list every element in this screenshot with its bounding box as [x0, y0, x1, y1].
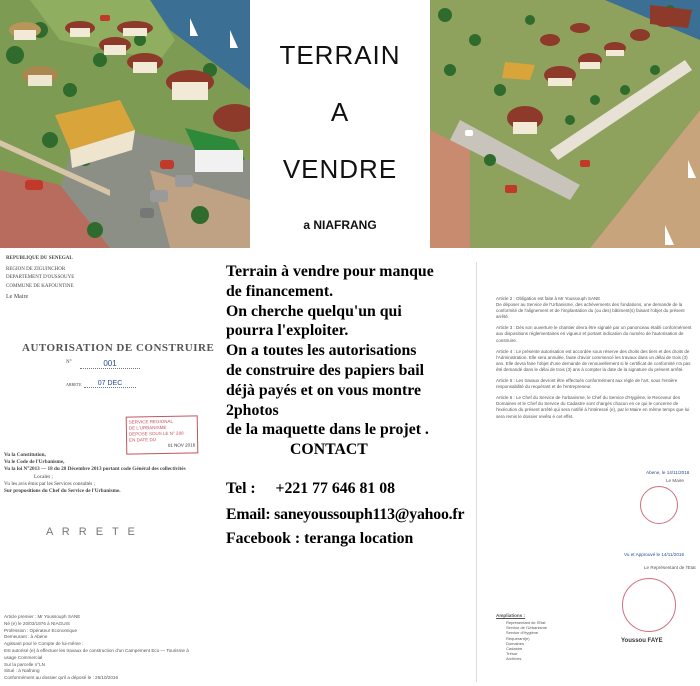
mayor-seal: [640, 486, 678, 524]
considerant-line: Vu la loi N°2013 — 18 du 28 Décembre 2013 portant code Général des collectivités: [4, 466, 186, 473]
ampliation-item: Service de l'Urbanisme: [506, 625, 548, 631]
article-line: Né (e) le 20/03/1976 à NIAGUIS: [4, 620, 70, 626]
article-line: usage Commercial: [4, 654, 43, 660]
signatory-role: Le Maire: [666, 478, 684, 483]
ad-email: Email: saneyoussouph113@yahoo.fr: [226, 505, 465, 523]
doc-header-line: REPUBLIQUE DU SENEGAL: [6, 256, 73, 261]
article-paragraph: De déposer au Service de l'Urbanisme, des achèvements des fondations, une demande de la conformité de l'alignement et de l'implantation du (ou des) bâtiment(s) faisant l'objet du présent arrêté.: [496, 302, 685, 320]
ampliation-item: Cadastre: [506, 646, 523, 652]
ampliation-item: Trésor: [506, 651, 518, 657]
approval-line: Vu et Approuvé le 14/11/2016: [624, 552, 685, 557]
ampliations-title: Ampliations :: [496, 613, 526, 618]
stamp-line: EN DATE DU: [129, 437, 157, 443]
ad-line: pourra l'exploiter.: [226, 322, 349, 340]
article-line: Article premier : Mr Youssouph SANE: [4, 614, 81, 619]
stamp-line: DEPOSE SOUS LE N° 288: [128, 430, 184, 437]
title-line-a: A: [330, 97, 350, 127]
considerant-line: Vu les avis émis par les Services consultés ;: [4, 480, 96, 487]
stamp-line: DE L'URBANISME: [128, 424, 167, 431]
ampliation-item: Service d'Hygiène: [506, 630, 539, 636]
ad-phone: Tel : +221 77 646 81 08: [226, 479, 396, 497]
ad-contact-heading: CONTACT: [290, 441, 368, 459]
ampliation-item: Représentant de l'Etat: [506, 620, 546, 625]
ad-line: 2photos: [226, 401, 279, 419]
sale-announcement: [226, 262, 476, 548]
article-paragraph: Article 2 : Obligation est faite à Mr Youssouph SANE: [496, 296, 601, 301]
doc-header-line: DEPARTEMENT D'OUSSOUYE: [6, 275, 75, 280]
prefecture-seal: [622, 578, 676, 632]
signatory-name: Youssou FAYE: [621, 638, 663, 644]
ad-line: déjà payés et on vous montre: [226, 381, 421, 399]
doc-header-line: REGION DE ZIGUINCHOR: [6, 266, 66, 272]
place-date: Abene, le 14/11/2016: [646, 470, 690, 475]
ampliations-list: [506, 620, 547, 662]
article-line: Demeurant : à Abene: [4, 634, 48, 640]
considerant-line: Locales ;: [34, 473, 53, 480]
doc-ref-label: N°: [66, 360, 72, 365]
article-line: Profession : Opérateur Economique: [4, 627, 78, 633]
doc-title: AUTORISATION DE CONSTRUIRE: [22, 342, 215, 354]
title-location: a NIAFRANG: [303, 218, 377, 232]
article-line: Situé : à Niafrang: [4, 668, 40, 674]
page-edge: [476, 262, 477, 682]
resort-render-right: [430, 0, 700, 248]
article-paragraph: Article 5 : Les travaux devront être effectués conformément aux règle de l'art, sous l'entière responsabilité du requérant et de l'entrepreneur.: [496, 378, 678, 390]
authorization-document-page2: [476, 262, 700, 686]
articles-page2: [496, 296, 692, 420]
doc-date-value: 07 DEC: [84, 380, 136, 388]
article-line: Est autorisé (e) à effectuer les travaux de construction d'un Campement Eco — Tourisme à: [4, 647, 189, 653]
considerant-line: Sur propositions du Chef du Service de l'Urbanisme.: [4, 488, 121, 495]
ampliation-item: Domaines: [506, 640, 525, 646]
stamp-line: SERVICE REGIONAL: [128, 418, 173, 425]
stamp-line: 01 NOV 2016: [167, 442, 196, 448]
authorization-document-page1: [0, 248, 222, 686]
article-line: Sur la parcelle n°LN: [4, 661, 45, 667]
article-line: Agissant pour le Compte de lui-même :: [4, 641, 84, 647]
doc-header-line: Le Maire: [6, 294, 29, 300]
registration-stamp: [126, 415, 199, 454]
doc-header-line: COMMUNE DE KAFOUNTINE: [6, 283, 74, 289]
article-paragraph: Article 6 : Le Chef du Service de l'urbanisme, le Chef du Service d'Hygiène, le Receveur des Domaines et le Chef du Service du Cadastre sont chargés chacun en ce qui le concerne de l'exécution du présent arrêté qui sera notifié à l'intéressé (e), par le Maire en même temps que lui sera remis le dossier revêtu é cet effet.: [496, 395, 690, 419]
ad-line: On cherche quelqu'un qui: [226, 302, 402, 320]
article-line: Conformément au dossier qu'il a déposé le : 25/10/2016: [4, 675, 119, 681]
considerants: [4, 452, 186, 495]
title-block: [250, 0, 430, 248]
resort-render-left: [0, 0, 250, 248]
ad-line: Terrain à vendre pour manque: [226, 263, 434, 280]
considerant-line: Vu la Constitution,: [4, 452, 46, 458]
article-paragraph: Article 3 : Dès son ouverture le chantier devra être signalé par un panonceau établi conformément aux dispositions réglementaires en vigueur et portant indication du numéro de l'autorisation de construire.: [496, 325, 692, 343]
doc-header: [6, 256, 74, 301]
article-paragraph: Article 4 : Le présente autorisation est accordée sous réserve des droits des tiers et des droits de l'Administration. Elle sera annulée, faute d'avoir commencé les travaux dans un délai de trois (3) ans. Elle devra faire l'objet d'une demande de renouvellement si le certificat de conformité n'a pas été demandé dans le délai de trois (3) ans à compter la date de la signature du présent arrêté.: [496, 348, 691, 372]
ad-line: de financement.: [226, 282, 334, 300]
considerant-line: Vu le Code de l'Urbanisme,: [4, 459, 65, 466]
title-line-terrain: TERRAIN: [279, 40, 401, 70]
ad-line: de construire des papiers bail: [226, 361, 425, 379]
approval-sub: Le Représentant de l'Etat: [644, 565, 696, 570]
arrete-heading: A R R E T E: [46, 526, 138, 538]
title-line-vendre: VENDRE: [282, 154, 398, 184]
articles: [4, 614, 189, 682]
ad-facebook: Facebook : teranga location: [226, 529, 414, 547]
ampliation-item: Archives: [506, 656, 522, 662]
doc-ref-value: 001: [80, 359, 140, 369]
ad-line: de la maquette dans le projet .: [226, 421, 429, 439]
ampliation-item: Requérant(e): [506, 635, 530, 641]
doc-arrete-label: ARRETE: [66, 382, 82, 387]
ad-line: On a toutes les autorisations: [226, 342, 417, 360]
